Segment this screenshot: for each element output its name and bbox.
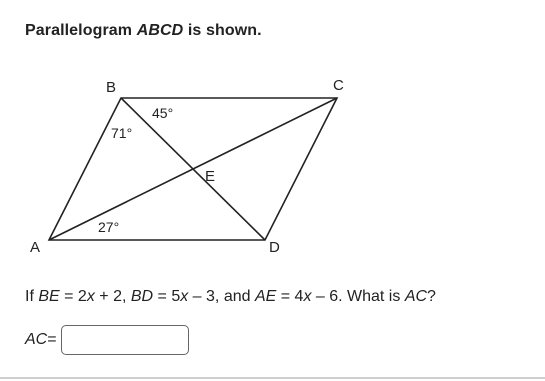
diagonal-bd: [121, 98, 265, 240]
vertex-label-a: A: [30, 239, 41, 256]
question-part: – 3, and: [188, 288, 255, 305]
segment-ac: AC: [404, 288, 428, 305]
question-text: [25, 288, 436, 306]
question-part: = 4: [276, 288, 304, 305]
angle-label-45: 45°: [152, 105, 174, 121]
angle-label-27: 27°: [98, 219, 120, 235]
answer-input[interactable]: [61, 325, 189, 355]
answer-label-eq: =: [47, 331, 57, 348]
segment-bd: BD: [130, 288, 154, 305]
angle-label-71: 71°: [111, 125, 133, 141]
segment-ae: AE: [254, 288, 277, 305]
intersection-label-e: E: [205, 168, 216, 185]
answer-label-var: AC: [25, 331, 48, 348]
question-part: If: [25, 288, 39, 305]
question-part: – 6. What is: [311, 288, 405, 305]
vertex-label-c: C: [333, 77, 344, 94]
question-part: = 2: [59, 288, 87, 305]
segment-be: BE: [38, 288, 60, 305]
prompt-prefix: Parallelogram: [25, 22, 137, 39]
question-part: = 5: [153, 288, 181, 305]
answer-row: [25, 324, 189, 356]
variable-x: x: [86, 288, 95, 305]
parallelogram-name: ABCD: [136, 22, 184, 39]
prompt-suffix: is shown.: [183, 22, 262, 39]
question-part: + 2,: [94, 288, 131, 305]
vertex-label-d: D: [269, 239, 280, 256]
variable-x: x: [180, 288, 189, 305]
vertex-label-b: B: [106, 79, 117, 96]
variable-x: x: [303, 288, 312, 305]
question-part: ?: [427, 288, 436, 305]
